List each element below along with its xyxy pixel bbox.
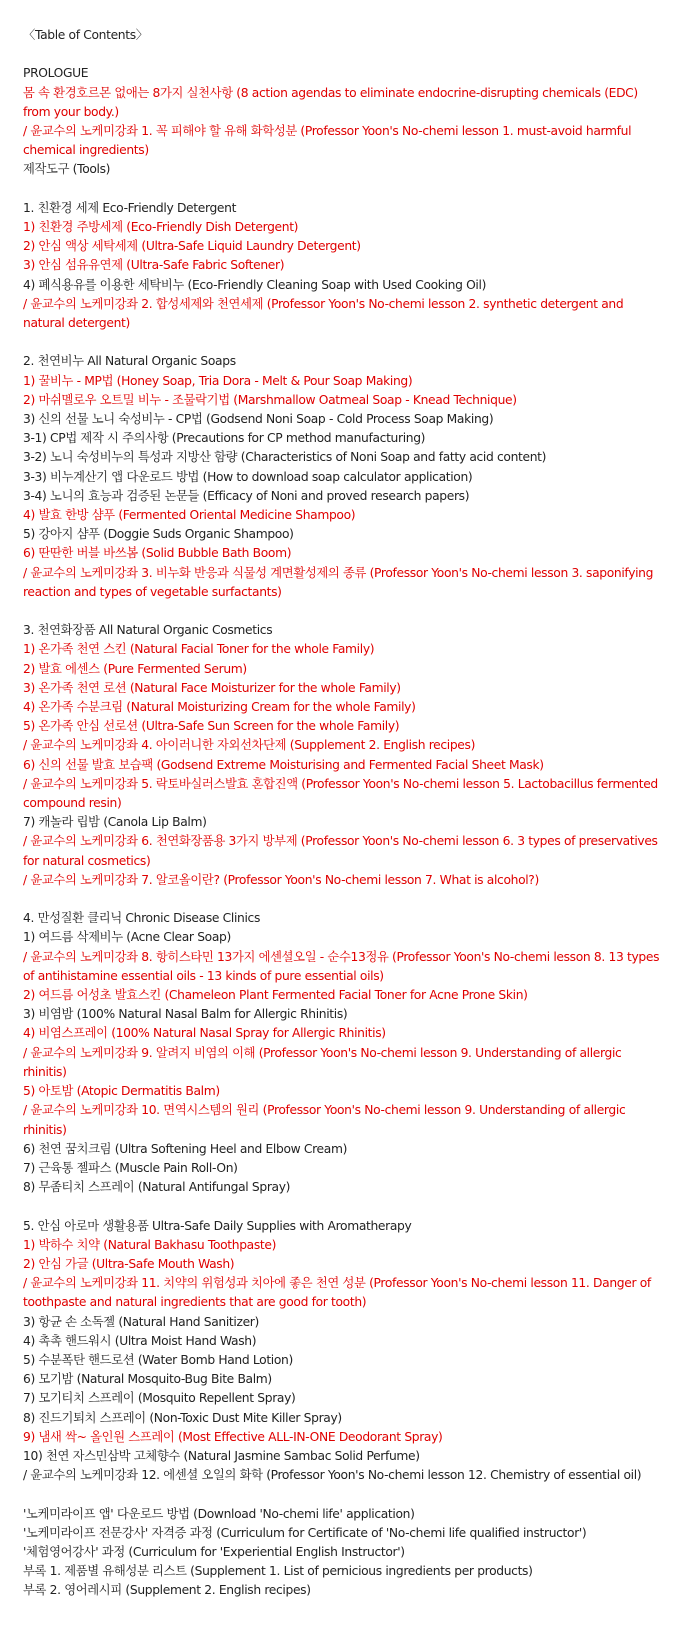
toc-entry: 7) 근육통 젤파스 (Muscle Pain Roll-On) [23,1160,238,1175]
toc-section [23,909,663,1197]
toc-entry-highlighted: 2) 발효 에센스 (Pure Fermented Serum) [23,661,247,676]
toc-entry-highlighted: 6) 신의 선물 발효 보습팩 (Godsend Extreme Moisturising and Fermented Facial Sheet Mask) [23,757,544,772]
toc-entry-highlighted: 6) 딴딴한 버블 바쓰봄 (Solid Bubble Bath Boom) [23,546,292,561]
toc-entry-highlighted: 4) 온가족 수분크림 (Natural Moisturizing Cream for the whole Family) [23,700,416,715]
toc-entry-highlighted: 2) 여드름 어성초 발효스킨 (Chameleon Plant Fermented Facial Toner for Acne Prone Skin) [23,988,528,1003]
toc-entry-highlighted: 2) 안심 가글 (Ultra-Safe Mouth Wash) [23,1256,235,1271]
toc-section [23,621,663,890]
toc-entry: 4) 폐식용유를 이용한 세탁비누 (Eco-Friendly Cleaning Soap with Used Cooking Oil) [23,277,487,292]
toc-entry: 제작도구 (Tools) [23,162,111,177]
toc-entry-highlighted: 1) 꿀비누 - MP법 (Honey Soap, Tria Dora - Melt & Pour Soap Making) [23,373,413,388]
toc-entry: 5) 강아지 샴푸 (Doggie Suds Organic Shampoo) [23,527,294,542]
toc-entry: 5) 수분폭탄 핸드로션 (Water Bomb Hand Lotion) [23,1352,293,1367]
toc-section [23,199,663,333]
toc-entry-highlighted: 몸 속 환경호르몬 없애는 8가지 실천사항 (8 action agendas to eliminate endocrine-disrupting chemicals (EDC) from your body.) [23,85,638,119]
toc-entry: 부록 2. 영어레시피 (Supplement 2. English recipes) [23,1583,311,1598]
toc-entry-highlighted: 4) 발효 한방 샴푸 (Fermented Oriental Medicine Shampoo) [23,508,356,523]
toc-entry: PROLOGUE [23,66,89,81]
toc-entry-highlighted: / 윤교수의 노케미강좌 11. 치약의 위험성과 치아에 좋은 천연 성분 (Professor Yoon's No-chemi lesson 11. Danger of toothpaste and natural ingredients that are good for tooth) [23,1276,651,1310]
table-of-contents [23,26,663,1601]
toc-section [23,1217,663,1486]
toc-entry-highlighted: / 윤교수의 노케미강좌 7. 알코올이란? (Professor Yoon's No-chemi lesson 7. What is alcohol?) [23,872,539,887]
toc-entry-highlighted: 1) 온가족 천연 스킨 (Natural Facial Toner for the whole Family) [23,642,375,657]
toc-entry: '노케미라이프 앱' 다운로드 방법 (Download 'No-chemi life' application) [23,1506,415,1521]
toc-entry-highlighted: / 윤교수의 노케미강좌 6. 천연화장품용 3가지 방부제 (Professor Yoon's No-chemi lesson 6. 3 types of preservatives for natural cosmetics) [23,834,658,868]
toc-entry: 7) 모기티치 스프레이 (Mosquito Repellent Spray) [23,1391,296,1406]
toc-entry: 3) 신의 선물 노니 숙성비누 - CP법 (Godsend Noni Soap - Cold Process Soap Making) [23,412,494,427]
toc-entry-highlighted: / 윤교수의 노케미강좌 3. 비누화 반응과 식물성 계면활성제의 종류 (Professor Yoon's No-chemi lesson 3. saponifying reaction and types of vegetable surfactants) [23,565,654,599]
toc-section [23,64,663,179]
toc-entry: 〈Table of Contents〉 [23,28,148,42]
section-spacer [23,45,663,64]
section-spacer [23,1197,663,1216]
section-spacer [23,890,663,909]
toc-entry-highlighted: / 윤교수의 노케미강좌 5. 락토바실러스발효 혼합진액 (Professor Yoon's No-chemi lesson 5. Lactobacillus fermented compound resin) [23,776,658,811]
toc-entry: 1) 여드름 삭제비누 (Acne Clear Soap) [23,930,231,945]
toc-entry-highlighted: 3) 온가족 천연 로션 (Natural Face Moisturizer for the whole Family) [23,680,401,695]
toc-entry: 6) 모기밤 (Natural Mosquito-Bug Bite Balm) [23,1372,272,1387]
toc-entry: 3-2) 노니 숙성비누의 특성과 지방산 함량 (Characteristics of Noni Soap and fatty acid content) [23,450,547,465]
toc-entry-highlighted: 2) 마쉬멜로우 오트밀 비누 - 조물락기법 (Marshmallow Oatmeal Soap - Knead Technique) [23,392,517,407]
toc-entry-highlighted: / 윤교수의 노케미강좌 9. 알려지 비염의 이해 (Professor Yoon's No-chemi lesson 9. Understanding of allergic rhinitis) [23,1045,622,1079]
toc-entry-highlighted: 2) 안심 액상 세탁세제 (Ultra-Safe Liquid Laundry Detergent) [23,239,361,254]
section-spacer [23,1485,663,1504]
toc-entry: 10) 천연 자스민삼박 고체향수 (Natural Jasmine Sambac Solid Perfume) [23,1448,420,1463]
toc-entry: 4) 촉촉 핸드워시 (Ultra Moist Hand Wash) [23,1333,257,1348]
toc-entry: 3. 천연화장품 All Natural Organic Cosmetics [23,623,273,638]
toc-entry: 3-1) CP법 제작 시 주의사항 (Precautions for CP method manufacturing) [23,431,426,446]
toc-section [23,352,663,602]
section-spacer [23,180,663,199]
toc-entry-highlighted: / 윤교수의 노케미강좌 10. 면역시스템의 원리 (Professor Yoon's No-chemi lesson 9. Understanding of allergic rhinitis) [23,1103,626,1137]
toc-entry-highlighted: 3) 안심 섬유유연제 (Ultra-Safe Fabric Softener) [23,258,285,273]
toc-section [23,26,663,45]
toc-entry: 3) 비염밤 (100% Natural Nasal Balm for Allergic Rhinitis) [23,1007,348,1022]
toc-entry: 1. 친환경 세제 Eco-Friendly Detergent [23,200,237,215]
toc-entry-highlighted: / 윤교수의 노케미강좌 4. 아이러니한 자외선차단제 (Supplement 2. English recipes) [23,738,476,753]
toc-entry: 부록 1. 제품별 유해성분 리스트 (Supplement 1. List of pernicious ingredients per products) [23,1564,533,1579]
toc-entry: '노케미라이프 전문강사' 자격증 과정 (Curriculum for Certificate of 'No-chemi life qualified instructor') [23,1525,587,1540]
toc-section [23,1505,663,1601]
toc-entry-highlighted: 4) 비염스프레이 (100% Natural Nasal Spray for Allergic Rhinitis) [23,1026,386,1041]
toc-entry: 3) 항균 손 소독젤 (Natural Hand Sanitizer) [23,1314,259,1329]
toc-entry: 5. 안심 아로마 생활용품 Ultra-Safe Daily Supplies with Aromatherapy [23,1218,412,1233]
toc-entry-highlighted: 5) 온가족 안심 선로션 (Ultra-Safe Sun Screen for the whole Family) [23,719,400,734]
section-spacer [23,333,663,352]
toc-entry: 6) 천연 꿈치크림 (Ultra Softening Heel and Elbow Cream) [23,1141,348,1156]
toc-entry: '체험영어강사' 과정 (Curriculum for 'Experiential English Instructor') [23,1544,405,1559]
toc-entry: 7) 캐놀라 립밤 (Canola Lip Balm) [23,815,207,830]
toc-entry: 8) 무좀티치 스프레이 (Natural Antifungal Spray) [23,1180,291,1195]
toc-entry: / 윤교수의 노케미강좌 12. 에센셜 오일의 화학 (Professor Yoon's No-chemi lesson 12. Chemistry of essential oil) [23,1468,642,1483]
toc-entry-highlighted: / 윤교수의 노케미강좌 1. 꼭 피해야 할 유해 화학성분 (Professor Yoon's No-chemi lesson 1. must-avoid harmful chemical ingredients) [23,124,632,158]
toc-entry-highlighted: 1) 박하수 치약 (Natural Bakhasu Toothpaste) [23,1237,277,1252]
toc-entry-highlighted: 1) 친환경 주방세제 (Eco-Friendly Dish Detergent) [23,220,299,234]
toc-entry-highlighted: 9) 냄새 싹~ 올인원 스프레이 (Most Effective ALL-IN-ONE Deodorant Spray) [23,1429,443,1444]
toc-entry: 3-3) 비누계산기 앱 다운로드 방법 (How to download soap calculator application) [23,469,473,484]
toc-entry: 3-4) 노니의 효능과 검증된 논문들 (Efficacy of Noni and proved research papers) [23,488,470,503]
toc-entry-highlighted: / 윤교수의 노케미강좌 8. 항히스타민 13가지 에센셜오일 - 순수13정유 (Professor Yoon's No-chemi lesson 8. 13 types of antihistamine essential oils - 13 kinds of pure essential oils) [23,949,660,983]
toc-entry: 4. 만성질환 클리닉 Chronic Disease Clinics [23,911,260,926]
toc-entry: 2. 천연비누 All Natural Organic Soaps [23,354,236,369]
section-spacer [23,602,663,621]
toc-entry-highlighted: 5) 아토밤 (Atopic Dermatitis Balm) [23,1084,220,1099]
toc-entry-highlighted: / 윤교수의 노케미강좌 2. 합성세제와 천연세제 (Professor Yoon's No-chemi lesson 2. synthetic detergent and natural detergent) [23,296,624,331]
toc-entry: 8) 진드기퇴치 스프레이 (Non-Toxic Dust Mite Killer Spray) [23,1410,342,1425]
